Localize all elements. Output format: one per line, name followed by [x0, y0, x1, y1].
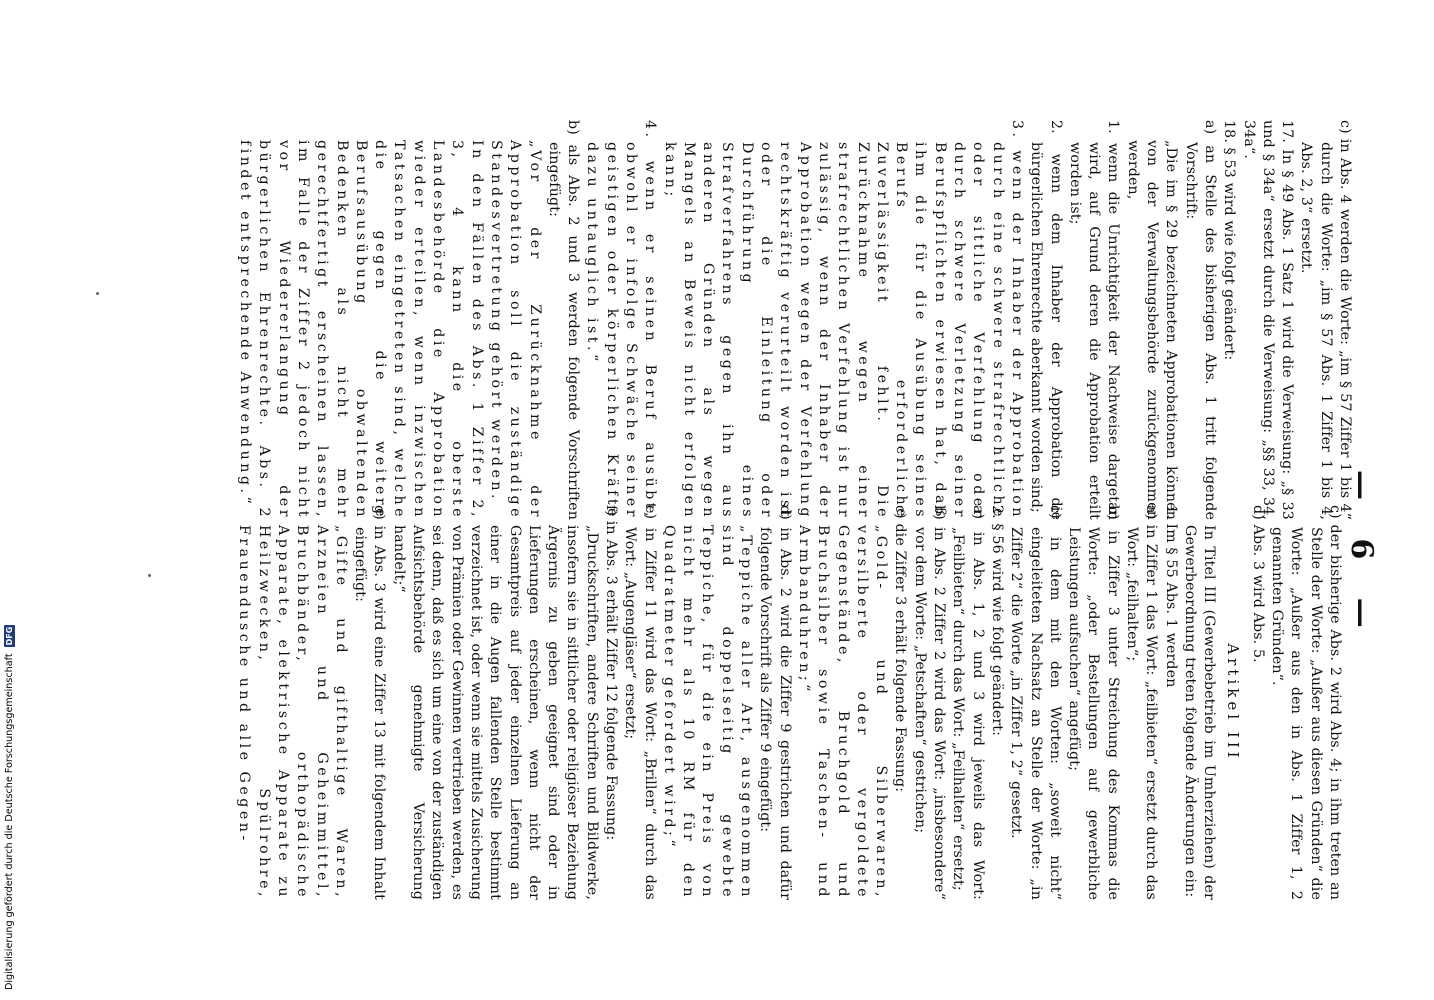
dfg-logo: DFG: [5, 626, 14, 646]
paragraph: a) an Stelle des bisherigen Abs. 1 tritt folgende Vorschrift:: [1182, 120, 1218, 520]
paragraph: „Gifte und gifthaltige Waren, Arzneien und Geheimmittel, Bruchbänder, orthopädische Apparate, elektrische Apparate zu Heilzwecken, Spülrohre, Frauendusche und alle Gegen-: [236, 525, 349, 900]
paragraph: 2. wenn dem Inhaber der Approbation die bürgerlichen Ehrenrechte aberkannt worden sind;: [1028, 120, 1064, 520]
paragraph: g) in Abs. 3 wird eine Ziffer 13 mit folgendem Inhalt eingefügt:: [352, 505, 388, 900]
paragraph: Artikel III: [1223, 643, 1242, 762]
paragraph: b) als Abs. 2 und 3 werden folgende Vorschriften eingefügt:: [545, 120, 582, 520]
right-text-column: [234, 505, 1344, 900]
paragraph: a) in Ziffer 1 das Wort: „feilbieten“ ersetzt durch das Wort: „feilhalten“;: [1124, 505, 1160, 900]
paragraph: 18. § 53 wird wie folgt geändert:: [1221, 120, 1238, 361]
scan-speck: [148, 574, 151, 577]
paragraph: 1. wenn die Unrichtigkeit der Nachweise dargetan wird, auf Grund deren die Approbation erteilt worden ist;: [1066, 120, 1122, 520]
paragraph: c) die Ziffer 3 erhält folgende Fassung:: [892, 505, 909, 793]
credit-text: Digitalisierung gefördert durch die Deutsche Forschungsgemeinschaft: [4, 653, 15, 990]
paragraph: e) in Ziffer 11 wird das Wort: „Brillen“ durch das Wort: „Augengläser“ ersetzt;: [622, 505, 658, 900]
paragraph: c) in dem mit den Worten: „soweit nicht“ eingeleiteten Nachsatz an Stelle der Worte: „in Ziffer 2“ die Worte „in Ziffer 1, 2“ gesetzt.: [1008, 505, 1063, 900]
digitization-credit: [4, 590, 15, 990]
paragraph: a) in Abs. 1, 2 und 3 wird jeweils das Wort: „Feilbieten“ durch das Wort: „Feilhalten“ ersetzt;: [950, 505, 986, 900]
left-text-column: [235, 120, 1354, 520]
paragraph: In den Fällen des Abs. 1 Ziffer 2, 3, 4 kann die oberste Landesbehörde die Approbation wieder erteilen, wenn inzwischen Tatsachen eingetreten sind, welche die gegen die weitere Berufsausübung obwaltenden Bedenken als nicht mehr gerechtfertigt erscheinen lassen, im Falle der Ziffer 2 jedoch nicht vor Wiedererlangung der bürgerlichen Ehrenrechte. Abs. 2 findet entsprechende Anwendung.“: [237, 140, 485, 520]
paragraph: 2. § 56 wird wie folgt geändert:: [988, 505, 1005, 737]
paragraph: 1. Im § 55 Abs. 1 werden: [1162, 505, 1179, 688]
paragraph: 3. wenn der Inhaber der Approbation durch eine schwere strafrechtliche oder sittliche Verfehlung oder durch schwere Verletzung seiner Berufspflichten erwiesen hat, daß ihm die für die Ausübung seines Berufs erforderliche Zuverlässigkeit fehlt. Die Zurücknahme wegen einer strafrechtlichen Verfehlung ist nur zulässig, wenn der Inhaber der Approbation wegen der Verfehlung rechtskräftig verurteilt worden ist oder die Einleitung oder Durchführung eines Strafverfahrens gegen ihn aus anderen Gründen als wegen Mangels an Beweis nicht erfolgen kann;: [661, 120, 1025, 520]
paragraph: 17. In § 49 Abs. 1 Satz 1 wird die Verweisung: „§ 33 und § 34a“ ersetzt durch die Verweisung: „§§ 33, 34, 34a“.: [1240, 120, 1296, 520]
paragraph: In Titel III (Gewerbebetrieb im Umherziehen) der Gewerbeordnung treten folgende Änderungen ein:: [1181, 525, 1218, 900]
page-number: — 6 —: [1344, 470, 1379, 642]
paragraph: b) in Ziffer 3 unter Streichung des Kommas die Worte: „oder Bestellungen auf gewerbliche Leistungen aufsuchen“ angefügt;: [1066, 505, 1121, 900]
paragraph: f) in Abs. 3 erhält Ziffer 12 folgende Fassung:: [603, 505, 620, 841]
paragraph: „Gold- und Silberwaren, versilberte oder vergoldete Gegenstände, Bruchgold und Bruchsilber sowie Taschen- und Armbanduhren;“: [795, 525, 890, 900]
scan-speck: [96, 292, 99, 295]
paragraph: b) in Abs. 2 Ziffer 2 wird das Wort: „insbesondere“ vor dem Worte: „Petschaften“ gestrichen;: [911, 505, 948, 900]
paragraph: „Vor der Zurücknahme der Approbation soll die zuständige Standesvertretung gehört werden.: [487, 140, 543, 520]
paragraph: „Druckschriften, andere Schriften und Bildwerke, insofern sie in sittlicher oder religiöser Beziehung Ärgernis zu geben geeignet sind oder in Lieferungen erscheinen, wenn nicht der Gesamtpreis auf jeder einzelnen Lieferung an einer in die Augen fallenden Stelle bestimmt verzeichnet ist, oder wenn sie mittels Zusicherung von Prämien oder Gewinnen vertrieben werden, es sei denn, daß es sich um eine von der zuständigen Aufsichtsbehörde genehmigte Versicherung handelt;“: [390, 525, 600, 900]
paragraph: d) Abs. 3 wird Abs. 5.: [1249, 505, 1266, 663]
paragraph: „Teppiche aller Art, ausgenommen sind doppelseitig gewebte Teppiche, für die ein Preis von nicht mehr als 10 RM für den Quadratmeter gefordert wird;“: [660, 525, 755, 900]
paragraph: d) in Abs. 2 wird die Ziffer 9 gestrichen und dafür folgende Vorschrift als Ziffer 9 eingefügt:: [757, 505, 793, 900]
paragraph: „Die im § 29 bezeichneten Approbationen können von der Verwaltungsbehörde zurückgenommen werden,: [1124, 140, 1180, 520]
paragraph: 4. wenn er seinen Beruf ausübt, obwohl er infolge Schwäche seiner geistigen oder körperlichen Kräfte dazu untauglich ist.“: [584, 120, 659, 520]
paragraph: c) der bisherige Abs. 2 wird Abs. 4; in ihm treten an Stelle der Worte: „Außer aus diesen Gründen“ die Worte: „Außer aus den in Abs. 1 Ziffer 1, 2 genannten Gründen“.: [1269, 505, 1343, 900]
paragraph: c) in Abs. 4 werden die Worte: „im § 57 Ziffer 1 bis 4“ durch die Worte: „im § 57 Abs. 1 Ziffer 1 bis 4, Abs. 2, 3“ ersetzt.: [1298, 120, 1353, 520]
